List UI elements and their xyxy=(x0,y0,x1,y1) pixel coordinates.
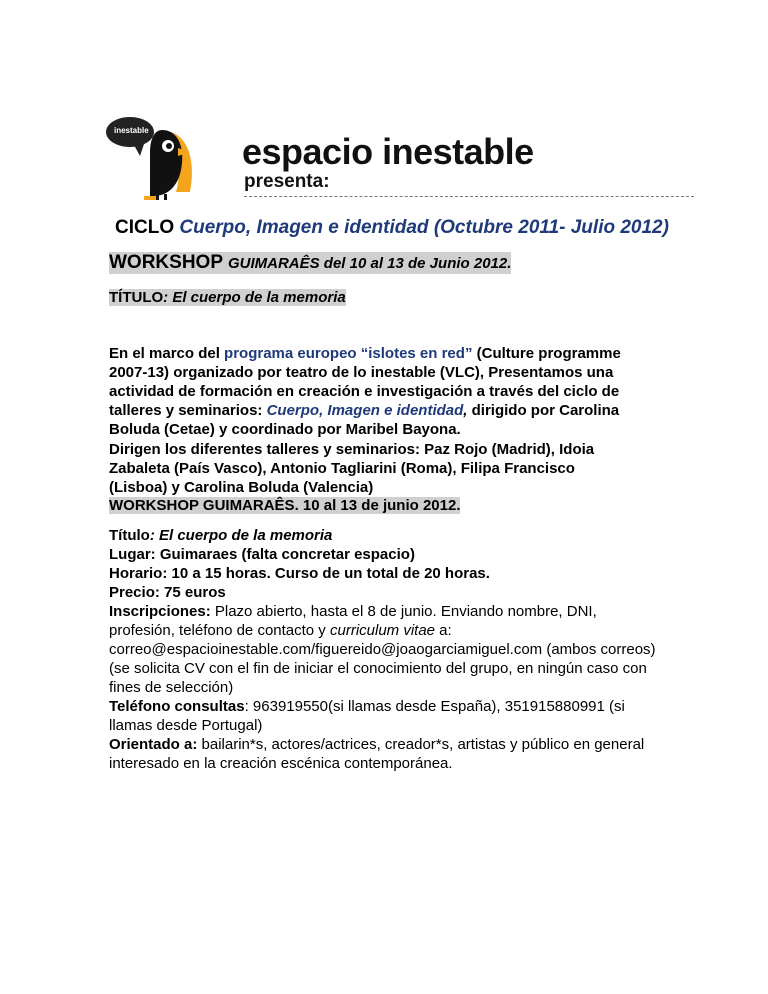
detail-phone-text: llamas desde Portugal) xyxy=(109,717,263,734)
workshop-detail: GUIMARAÊS del 10 al 13 de Junio 2012. xyxy=(227,255,512,272)
detail-registration-text: a: xyxy=(435,622,452,639)
directors-line: (Lisboa) y Carolina Boluda (Valencia) xyxy=(109,479,374,496)
directors-line: Zabaleta (País Vasco), Antonio Tagliarini (Roma), Filipa Francisco xyxy=(109,460,575,477)
workshop-heading xyxy=(109,252,511,274)
detail-registration-label: Inscripciones: xyxy=(109,603,211,620)
intro-paragraph xyxy=(109,344,621,439)
detail-cv-term: curriculum vitae xyxy=(329,622,436,639)
title-label: TÍTULO xyxy=(109,289,164,306)
intro-line: actividad de formación en creación e investigación a través del ciclo de xyxy=(109,383,620,400)
title-value: : El cuerpo de la memoria xyxy=(163,289,346,306)
detail-title-label: Título xyxy=(109,527,150,544)
intro-text: En el marco del xyxy=(109,345,225,362)
detail-price: Precio: 75 euros xyxy=(109,584,226,601)
detail-emails: correo@espacioinestable.com/figuereido@joaogarciamiguel.com (ambos correos) xyxy=(109,641,656,658)
intro-text: talleres y seminarios: xyxy=(109,402,267,419)
intro-text: dirigido por Carolina xyxy=(467,402,620,419)
detail-schedule: Horario: 10 a 15 horas. Curso de un total de 20 horas. xyxy=(109,565,490,582)
detail-title-value: : El cuerpo de la memoria xyxy=(149,527,333,544)
title-heading xyxy=(109,289,346,306)
detail-registration-note: fines de selección) xyxy=(109,679,234,696)
brand-subtitle: presenta: xyxy=(244,171,330,192)
cycle-heading xyxy=(115,217,669,239)
workshop-date-heading: WORKSHOP GUIMARAÊS. 10 al 13 de junio 2012. xyxy=(109,497,461,514)
workshop-label: WORKSHOP xyxy=(109,252,223,273)
detail-registration-text: profesión, teléfono de contacto y xyxy=(109,622,330,639)
intro-text: , xyxy=(463,402,468,419)
directors-line: Dirigen los diferentes talleres y seminarios: Paz Rojo (Madrid), Idoia xyxy=(109,441,595,458)
detail-audience-label: Orientado a: xyxy=(109,736,198,753)
detail-registration-note: (se solicita CV con el fin de iniciar el conocimiento del grupo, en ningún caso con xyxy=(109,660,647,677)
cycle-dates: (Octubre 2011- Julio 2012) xyxy=(433,217,669,238)
detail-audience-text: bailarin*s, actores/actrices, creador*s, artistas y público en general xyxy=(197,736,645,753)
directors-paragraph xyxy=(109,440,594,497)
intro-text: (Culture programme xyxy=(472,345,621,362)
program-link-text: programa europeo “islotes en red” xyxy=(224,345,473,362)
detail-phone-label: Teléfono consultas xyxy=(109,698,245,715)
logo-badge-text: inestable xyxy=(114,126,149,135)
intro-line: Boluda (Cetae) y coordinado por Maribel Bayona. xyxy=(109,421,461,438)
espacio-inestable-logo xyxy=(104,112,604,202)
dashed-divider xyxy=(244,196,694,197)
intro-line: 2007-13) organizado por teatro de lo inestable (VLC), Presentamos una xyxy=(109,364,614,381)
detail-registration-text: Plazo abierto, hasta el 8 de junio. Enviando nombre, DNI, xyxy=(210,603,597,620)
detail-location: Lugar: Guimaraes (falta concretar espacio) xyxy=(109,546,415,563)
cycle-name-inline: Cuerpo, Imagen e identidad xyxy=(266,402,464,419)
detail-audience-text: interesado en la creación escénica contemporánea. xyxy=(109,755,453,772)
brand-name: espacio inestable xyxy=(242,131,534,172)
cycle-prefix: CICLO xyxy=(115,217,175,238)
workshop-details xyxy=(109,526,656,773)
cycle-name: Cuerpo, Imagen e identidad xyxy=(179,217,429,238)
detail-phone-text: : 963919550(si llamas desde España), 351915880991 (si xyxy=(244,698,625,715)
